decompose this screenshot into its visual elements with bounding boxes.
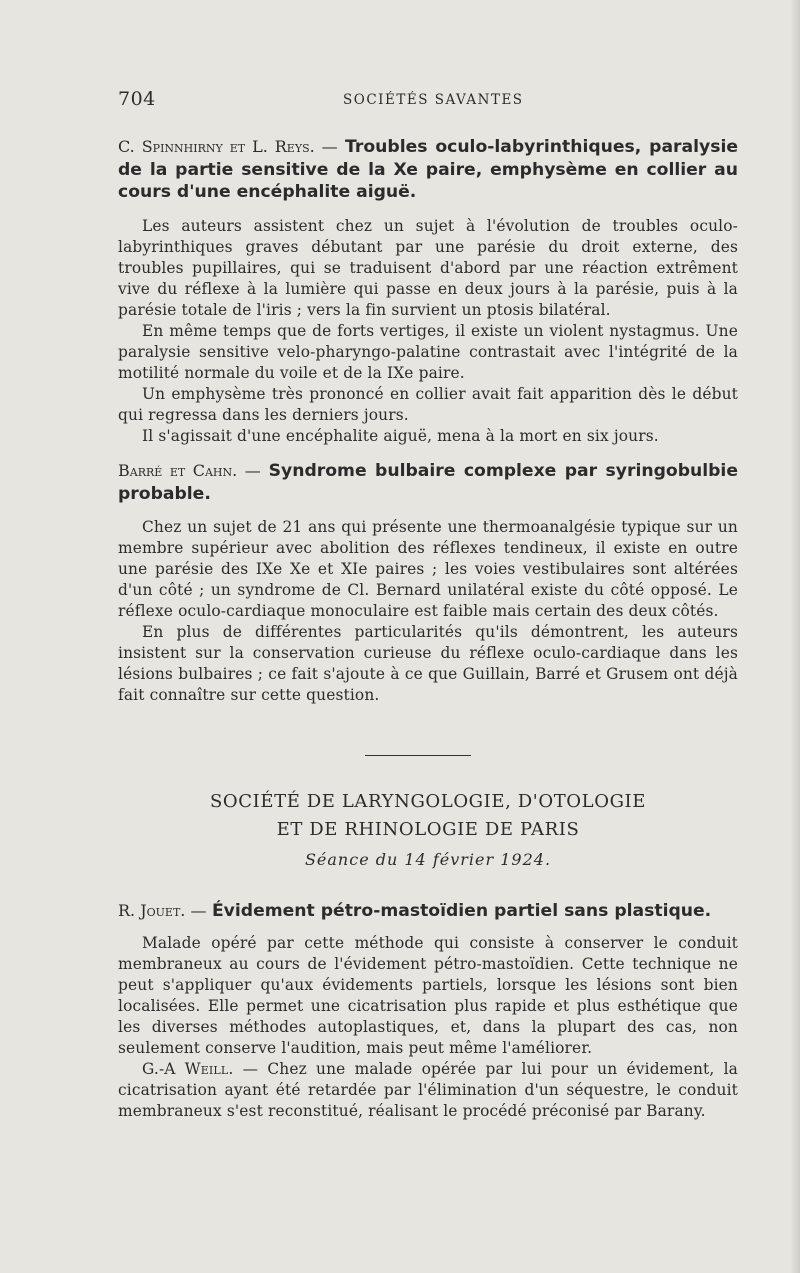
entry-title-text: Évidement pétro-mastoïdien partiel sans plastique.: [211, 901, 712, 921]
entry-evidement: [118, 900, 738, 1122]
paragraph: En plus de différentes particularités qu'ils démontrent, les auteurs insistent sur la conservation curieuse du réflexe oculo-cardiaque dans les lésions bulbaires ; ce fait s'ajoute à ce que Guillain, Barré et Grusem ont déjà fait connaître sur cette question.: [118, 623, 738, 704]
paragraph: Il s'agissait d'une encéphalite aiguë, mena à la mort en six jours.: [142, 426, 659, 445]
session-date: Séance du 14 février 1924.: [304, 850, 552, 869]
paragraph: En même temps que de forts vertiges, il existe un violent nystagmus. Une paralysie sensitive velo-pharyngo-palatine contrastait avec l'intégrité de la motilité normale du voile et de la IXe paire.: [118, 321, 738, 382]
paragraph: Chez un sujet de 21 ans qui présente une thermoanalgésie typique sur un membre supérieur avec abolition des réflexes tendineux, il existe en outre une parésie des IXe Xe et XIe paires ; les voies vestibulaires sont altérées d'un côté ; un syndrome de Cl. Bernard unilatéral existe du côté opposé. Le réflexe oculo-cardiaque monoculaire est faible mais certain des deux côtés.: [118, 518, 738, 620]
entry-title: [118, 136, 738, 204]
entry-title: [118, 900, 738, 923]
entry-authors: R. Jouet. —: [118, 901, 207, 920]
page-number: 704: [118, 88, 156, 110]
running-head: SOCIÉTÉS SAVANTES: [343, 92, 524, 108]
section-divider-rule: [365, 755, 471, 756]
paragraph: Un emphysème très prononcé en collier avait fait apparition dès le début qui regressa dans les derniers jours.: [118, 384, 738, 424]
entry-oculo-labyrinthiques: [118, 136, 738, 447]
reply-text: Chez une malade opérée par lui pour un évidement, la cicatrisation ayant été retardée par l'élimination d'un séquestre, le conduit membraneux s'est reconstitué, réalisant le procédé préconisé par Barany.: [118, 1059, 739, 1120]
society-heading-line: ET DE RHINOLOGIE DE PARIS: [276, 819, 580, 840]
entry-title-text: Syndrome bulbaire complexe par syringobulbie probable.: [118, 461, 738, 504]
page-header: [118, 88, 738, 112]
reply-paragraph: [118, 1059, 738, 1122]
society-heading: [118, 788, 738, 844]
page-edge-shadow: [790, 0, 800, 1273]
society-heading-line: SOCIÉTÉ DE LARYNGOLOGIE, D'OTOLOGIE: [209, 791, 646, 812]
reply-author: G.-A Weill. —: [142, 1059, 259, 1078]
entry-title-text: Troubles oculo-labyrinthiques, paralysie de la partie sensitive de la Xe paire, emphysème en collier au cours d'une encéphalite aiguë.: [118, 137, 739, 202]
entry-authors: Barré et Cahn. —: [118, 461, 261, 480]
entry-title: [118, 460, 738, 505]
entry-authors: C. Spinnhirny et L. Reys. —: [118, 137, 338, 156]
entry-syndrome-bulbaire: [118, 460, 738, 706]
paragraph: Malade opéré par cette méthode qui consiste à conserver le conduit membraneux au cours de l'évidement pétro-mastoïdien. Cette technique ne peut s'appliquer qu'aux évidements partiels, lorsque les lésions sont bien localisées. Elle permet une cicatrisation plus rapide et plus esthétique que les diverses méthodes autoplastiques, et, dans la plupart des cas, non seulement conserve l'audition, mais peut même l'améliorer.: [118, 933, 738, 1057]
paragraph: Les auteurs assistent chez un sujet à l'évolution de troubles oculo-labyrinthiques graves débutant par une parésie du droit externe, des troubles pupillaires, qui se traduisent d'abord par une réaction extrêment vive du réflexe à la lumière qui passe en deux jours à la parésie, puis à la parésie totale de l'iris ; vers la fin survient un ptosis bilatéral.: [118, 216, 738, 319]
